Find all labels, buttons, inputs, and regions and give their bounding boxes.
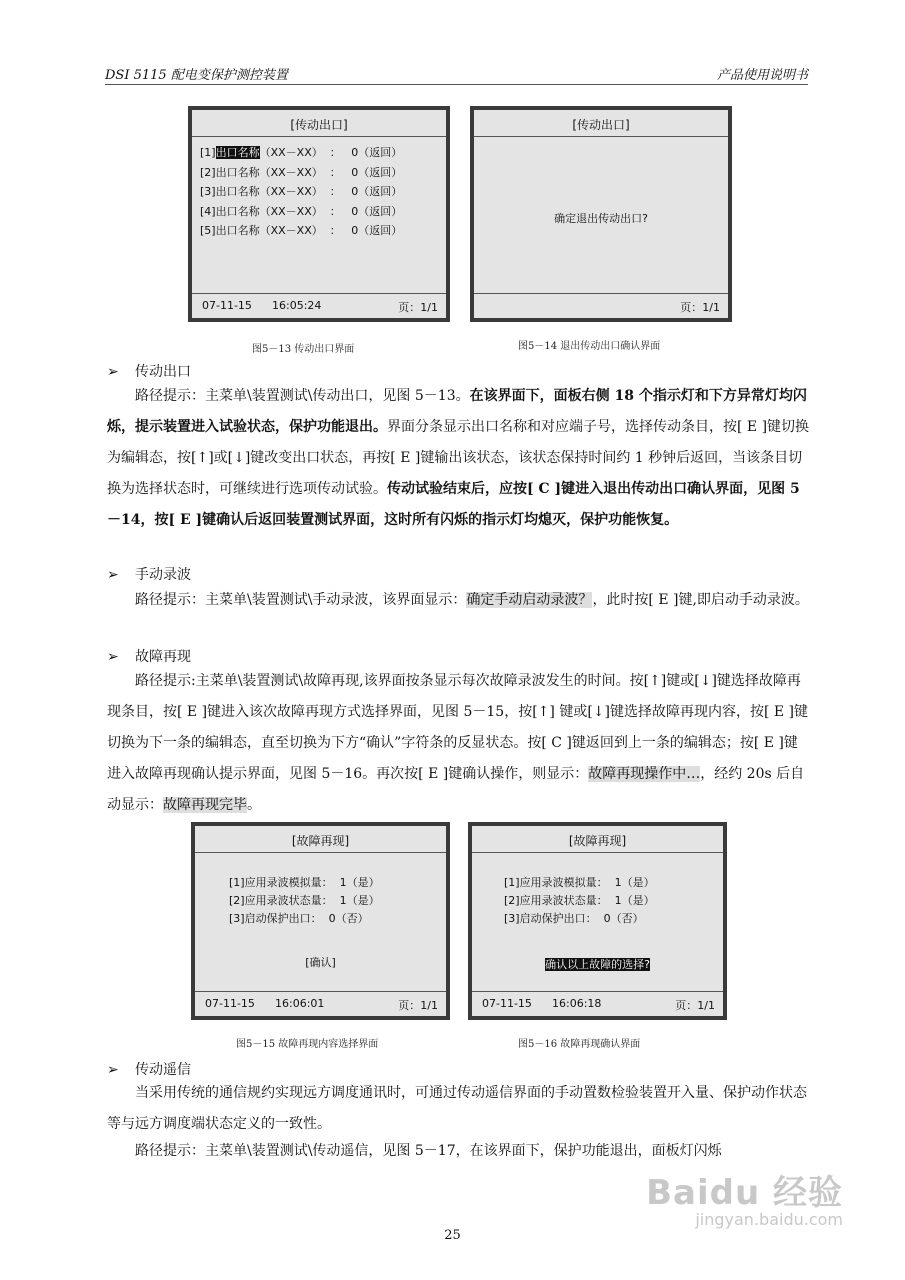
sec2-highlight: 确定手动启动录波？	[466, 592, 593, 608]
fig15-title-bar	[195, 826, 446, 853]
sec1-heading: ➢ 传动出口	[107, 364, 191, 380]
fig16-time: 16:06:18	[552, 997, 602, 1010]
fig15-screen	[191, 822, 450, 1020]
fig15-confirm-button[interactable]: [确认]	[305, 956, 336, 969]
fig13-row-1: [1]出口名称（XX－XX） ： 0（返回）	[200, 146, 403, 159]
fig15-time: 16:06:01	[275, 997, 325, 1010]
watermark-url: jingyan.baidu.com	[695, 1210, 843, 1229]
fig16-caption: 图5－16 故障再现确认界面	[518, 1039, 641, 1050]
fig16-row-1: [1]应用录波模拟量： 1（是）	[504, 876, 655, 889]
page-header	[105, 60, 808, 85]
fig13-caption: 图5－13 传动出口界面	[252, 344, 355, 355]
fig13-status-bar	[192, 293, 446, 318]
fig15-status-bar	[195, 991, 446, 1016]
fig16-status-bar	[472, 991, 723, 1016]
fig13-date: 07-11-15	[202, 299, 252, 312]
fig14-page: 页：1/1	[680, 301, 720, 314]
fig16-date: 07-11-15	[482, 997, 532, 1010]
fig13-title: [传动出口]	[290, 118, 348, 132]
sec3-heading: ➢ 故障再现	[107, 649, 191, 665]
fig13-screen	[188, 106, 450, 322]
fig16-title: [故障再现]	[568, 834, 627, 848]
sec3-highlight-2: 故障再现完毕	[163, 797, 247, 813]
fig13-title-bar	[192, 110, 446, 137]
fig15-date: 07-11-15	[205, 997, 255, 1010]
fig14-title: [传动出口]	[572, 118, 630, 132]
bullet-arrow-icon: ➢	[107, 567, 119, 583]
fig13-selected-item: 出口名称	[215, 146, 260, 159]
fig16-title-bar	[472, 826, 723, 853]
fig14-screen	[470, 106, 732, 322]
header-right: 产品使用说明书	[716, 68, 808, 83]
watermark-logo: Baidu 经验	[646, 1173, 843, 1213]
fig13-row-5: [5]出口名称（XX－XX） ： 0（返回）	[200, 224, 403, 237]
fig13-time: 16:05:24	[272, 299, 322, 312]
fig14-title-bar	[474, 110, 728, 137]
header-left: DSI 5115 配电变保护测控装置	[105, 68, 288, 83]
sec1-paragraph: 路径提示：主菜单\装置测试\传动出口，见图 5－13。在该界面下，面板右侧 18 个指示灯和下方异常灯均闪烁，提示装置进入试验状态，保护功能退出。界面分条显示出口名称和对应端子号，选择传动条目，按[ E ]键切换为编辑态，按[↑]或[↓]键改变出口状态，再按[ E ]键输出该状态，该状态保持时间约 1 秒钟后返回，当该条目切换为选择状态时，可继续进行选项传动试验。传动试验结束后，应按[ C ]键进入退出传动出口确认界面，见图 5－14，按[ E ]键确认后返回装置测试界面，这时所有闪烁的指示灯均熄灭，保护功能恢复。	[107, 388, 810, 528]
sec4-paragraph-2: 路径提示：主菜单\装置测试\传动遥信，见图 5－17，在该界面下，保护功能退出，面板灯闪烁	[135, 1143, 722, 1159]
bullet-arrow-icon: ➢	[107, 1062, 119, 1078]
fig13-row-3: [3]出口名称（XX－XX） ： 0（返回）	[200, 185, 403, 198]
baidu-watermark	[646, 1165, 843, 1229]
sec3-highlight-1: 故障再现操作中…	[588, 766, 701, 782]
sec4-paragraph-1: 当采用传统的通信规约实现远方调度通讯时，可通过传动遥信界面的手动置数检验装置开入量、保护动作状态等与远方调度端状态定义的一致性。	[107, 1085, 807, 1132]
fig13-page: 页：1/1	[398, 301, 438, 314]
sec2-heading: ➢ 手动录波	[107, 567, 191, 583]
fig15-row-1: [1]应用录波模拟量： 1（是）	[229, 876, 380, 889]
bullet-arrow-icon: ➢	[107, 364, 119, 380]
fig15-caption: 图5－15 故障再现内容选择界面	[236, 1039, 379, 1050]
fig15-page: 页：1/1	[398, 999, 438, 1012]
fig14-message: 确定退出传动出口?	[554, 212, 648, 225]
fig15-row-3: [3]启动保护出口： 0（否）	[229, 912, 369, 925]
sec3-paragraph: 路径提示:主菜单\装置测试\故障再现,该界面按条显示每次故障录波发生的时间。按[↑]键或[↓]键选择故障再现条目，按[ E ]键进入该次故障再现方式选择界面，见图 5－15，按[↑] 键或[↓]键选择故障再现内容，按[ E ]键切换为下一条的编辑态，直至切换为下方“确认”字符条的反显状态。按[ C ]键返回到上一条的编辑态；按[ E ]键进入故障再现确认提示界面，见图 5－16。再次按[ E ]键确认操作，则显示：故障再现操作中…，经约 20s 后自动显示：故障再现完毕。	[107, 673, 809, 813]
fig16-page: 页：1/1	[675, 999, 715, 1012]
fig14-status-bar	[474, 293, 728, 318]
fig16-message: 确认以上故障的选择?	[545, 958, 650, 971]
sec2-paragraph: 路径提示：主菜单\装置测试\手动录波，该界面显示：确定手动启动录波？，此时按[ E ]键,即启动手动录波。	[135, 592, 809, 608]
sec4-heading: ➢ 传动遥信	[107, 1062, 191, 1078]
fig16-row-2: [2]应用录波状态量： 1（是）	[504, 894, 655, 907]
fig16-row-3: [3]启动保护出口： 0（否）	[504, 912, 644, 925]
fig14-caption: 图5－14 退出传动出口确认界面	[518, 341, 661, 352]
fig16-screen	[468, 822, 727, 1020]
page-number: 25	[444, 1228, 461, 1243]
fig13-row-2: [2]出口名称（XX－XX） ： 0（返回）	[200, 166, 403, 179]
fig15-title: [故障再现]	[291, 834, 350, 848]
fig13-row-4: [4]出口名称（XX－XX） ： 0（返回）	[200, 205, 403, 218]
fig15-row-2: [2]应用录波状态量： 1（是）	[229, 894, 380, 907]
bullet-arrow-icon: ➢	[107, 649, 119, 665]
